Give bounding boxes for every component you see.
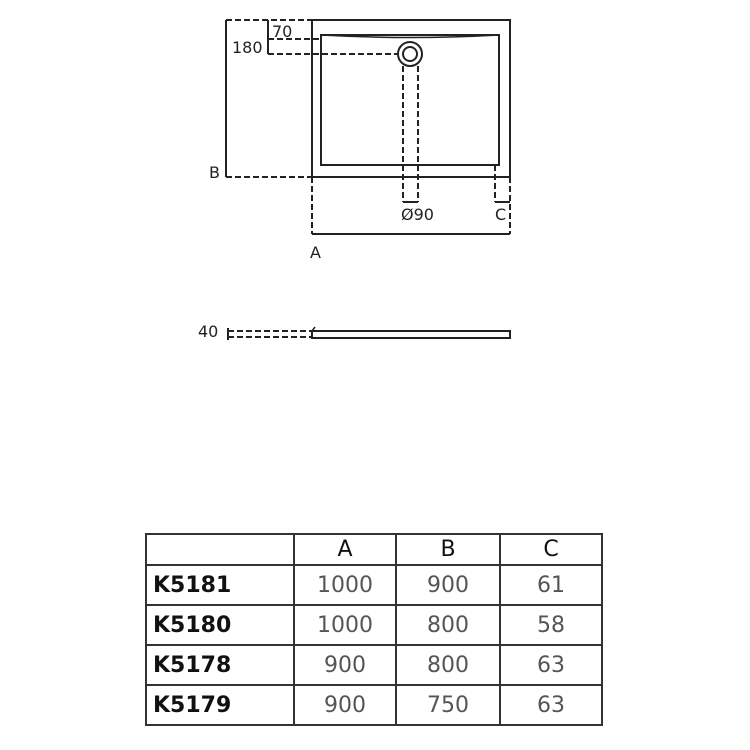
value-c-cell: 63 [500, 645, 602, 685]
dim-label-b: B [209, 163, 220, 182]
dim-label-drain: Ø90 [401, 205, 434, 224]
dim-label-a: A [310, 243, 321, 262]
table-header-row [146, 534, 602, 565]
model-cell: K5179 [146, 685, 294, 725]
value-c-cell: 63 [500, 685, 602, 725]
value-c-cell: 61 [500, 565, 602, 605]
model-cell: K5178 [146, 645, 294, 685]
table-header-model [146, 534, 294, 565]
dim-label-c: C [495, 205, 507, 224]
drain-icon [398, 42, 422, 66]
value-b-cell: 800 [396, 645, 500, 685]
value-c-cell: 58 [500, 605, 602, 645]
dim-label-height: 40 [198, 322, 219, 341]
dim-label-180: 180 [232, 38, 263, 57]
table-header-b: B [396, 534, 500, 565]
tray-outline [312, 20, 510, 177]
table-header-c: C [500, 534, 602, 565]
table-row [146, 605, 602, 645]
value-a-cell: 1000 [294, 605, 396, 645]
model-cell: K5181 [146, 565, 294, 605]
table-header-a: A [294, 534, 396, 565]
model-cell: K5180 [146, 605, 294, 645]
value-a-cell: 900 [294, 685, 396, 725]
value-a-cell: 900 [294, 645, 396, 685]
value-a-cell: 1000 [294, 565, 396, 605]
table-row [146, 565, 602, 605]
value-b-cell: 900 [396, 565, 500, 605]
value-b-cell: 800 [396, 605, 500, 645]
dim-label-70: 70 [272, 22, 293, 41]
tray-side-view [312, 331, 510, 338]
tray-basin [321, 35, 499, 165]
table-row [146, 685, 602, 725]
dimensions-table [145, 533, 603, 726]
table-row [146, 645, 602, 685]
value-b-cell: 750 [396, 685, 500, 725]
